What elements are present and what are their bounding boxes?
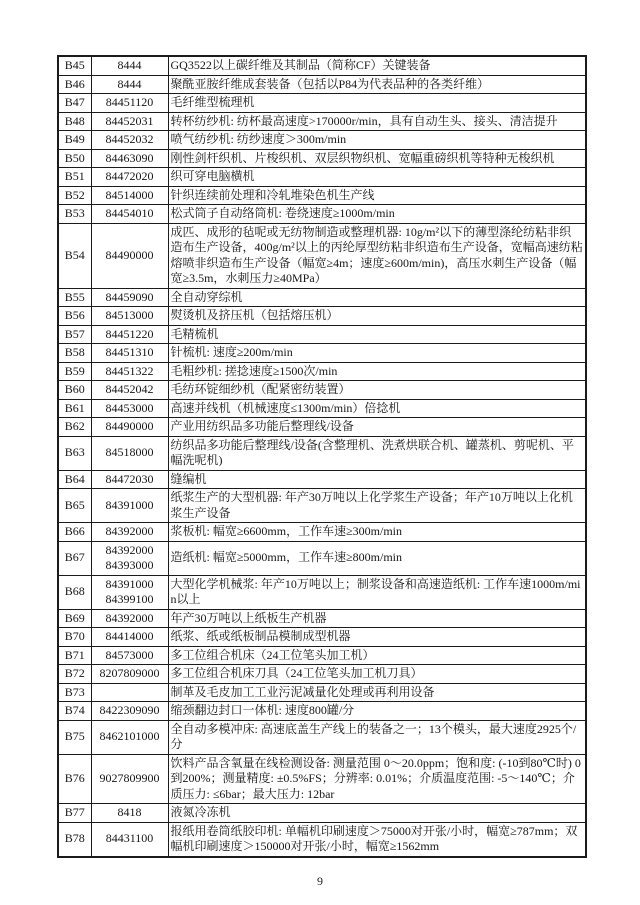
- hs-code-cell: [91, 702, 168, 721]
- hs-code-cell: [91, 628, 168, 647]
- hs-code: 84392000: [105, 524, 154, 538]
- hs-code-cell: [91, 168, 168, 187]
- hs-code-cell: [91, 307, 168, 326]
- description-cell: 松式筒子自动络筒机: 卷绕速度≥1000m/min: [168, 205, 586, 224]
- description-cell: 全自动穿综机: [168, 288, 586, 307]
- description-cell: 年产30万吨以上纸板生产机器: [168, 609, 586, 628]
- hs-code: 84399100: [105, 592, 154, 606]
- hs-code: 84514000: [105, 187, 154, 202]
- hs-code: 84452031: [105, 113, 154, 128]
- table-row: [58, 399, 586, 418]
- table-row: [58, 362, 586, 381]
- hs-code: 84451310: [105, 345, 154, 359]
- hs-code: 84513000: [105, 308, 154, 322]
- hs-code-cell: [91, 94, 168, 113]
- hs-code-cell: [91, 205, 168, 224]
- hs-code: 84518000: [105, 445, 154, 460]
- description-cell: 缩颈翻边封口一体机: 速度800罐/分: [168, 702, 586, 721]
- table-row: [58, 149, 586, 168]
- row-id-cell: B52: [58, 186, 91, 205]
- hs-code: 8418: [117, 805, 142, 819]
- row-id-cell: B57: [58, 325, 91, 344]
- hs-code-cell: [91, 56, 168, 75]
- description-cell: 毛纺环锭细纱机（配紧密纺装置）: [168, 381, 586, 400]
- row-id-cell: B68: [58, 575, 91, 609]
- hs-code: 8422309090: [99, 703, 160, 717]
- table-row: [58, 489, 586, 523]
- row-id-cell: B50: [58, 149, 91, 168]
- description-cell: 造纸机: 幅宽≥5000mm，工作车速≥800m/min: [168, 541, 586, 575]
- row-id-cell: B77: [58, 804, 91, 823]
- table-row: [58, 75, 586, 94]
- table-row: [58, 575, 586, 609]
- hs-code: 84472020: [105, 169, 154, 183]
- hs-code: 8462101000: [99, 729, 160, 744]
- description-cell: 纸浆、纸或纸板制品模制成型机器: [168, 628, 586, 647]
- hs-code-cell: [91, 399, 168, 418]
- row-id-cell: B47: [58, 94, 91, 113]
- hs-code-cell: [91, 112, 168, 131]
- hs-code-cell: [91, 822, 168, 857]
- hs-code-cell: [91, 186, 168, 205]
- row-id-cell: B67: [58, 541, 91, 575]
- description-cell: 报纸用卷筒纸胶印机: 单幅机印刷速度＞75000对开张/小时，幅宽≥787mm；双幅机印刷速度＞150000对开张/小时，幅宽≥1562mm: [168, 822, 586, 857]
- hs-code: 84414000: [105, 629, 154, 643]
- row-id-cell: B58: [58, 344, 91, 363]
- row-id-cell: B66: [58, 523, 91, 542]
- row-id-cell: B71: [58, 646, 91, 665]
- hs-code: 84451322: [105, 363, 154, 378]
- description-cell: 纺织品多功能后整理线/设备(含整理机、洗煮烘联合机、罐蒸机、剪呢机、平幅洗呢机): [168, 436, 586, 470]
- hs-code: 84451120: [105, 95, 154, 109]
- hs-code-cell: [91, 683, 168, 702]
- hs-code: 84573000: [105, 647, 154, 662]
- hs-code-cell: [91, 470, 168, 489]
- equipment-catalog-table: [57, 55, 587, 858]
- table-row: [58, 223, 586, 288]
- table-row: [58, 56, 586, 75]
- hs-code-cell: [91, 646, 168, 665]
- hs-code: 84391000: [105, 497, 154, 512]
- table-row: [58, 683, 586, 702]
- row-id-cell: B70: [58, 628, 91, 647]
- description-cell: 毛精梳机: [168, 325, 586, 344]
- row-id-cell: B64: [58, 470, 91, 489]
- table-row: [58, 288, 586, 307]
- row-id-cell: B51: [58, 168, 91, 187]
- hs-code-cell: [91, 223, 168, 288]
- table-row: [58, 131, 586, 150]
- table-row: [58, 609, 586, 628]
- table-row: [58, 720, 586, 754]
- description-cell: 熨烫机及挤压机（包括熔压机）: [168, 307, 586, 326]
- hs-code-cell: [91, 541, 168, 575]
- hs-code: 84472030: [105, 471, 154, 486]
- description-cell: 成匹、成形的毡呢或无纺物制造或整理机器: 10g/m²以下的薄型涤纶纺粘非织造布生产设备，400g/m²以上的丙纶厚型纺粘非织造布生产设备，宽幅高速纺粘熔喷非织造布生产设备（幅宽≥4m；速度≥600m/min)，高压水刺生产设备（幅宽≥3.5m，水刺压力≥40MPa）: [168, 223, 586, 288]
- description-cell: 液氮冷冻机: [168, 804, 586, 823]
- description-cell: 多工位组合机床（24工位笔头加工机）: [168, 646, 586, 665]
- description-cell: 大型化学机械浆: 年产10万吨以上；制浆设备和高速造纸机: 工作车速1000m/min以上: [168, 575, 586, 609]
- table-row: [58, 665, 586, 684]
- table-row: [58, 628, 586, 647]
- hs-code-cell: [91, 804, 168, 823]
- hs-code-cell: [91, 720, 168, 754]
- hs-code-cell: [91, 362, 168, 381]
- row-id-cell: B54: [58, 223, 91, 288]
- hs-code-cell: [91, 75, 168, 94]
- hs-code-cell: [91, 575, 168, 609]
- hs-code: 84452032: [105, 132, 154, 146]
- hs-code-cell: [91, 523, 168, 542]
- hs-code: 84393000: [105, 558, 154, 572]
- row-id-cell: B49: [58, 131, 91, 150]
- description-cell: 针织连续前处理和冷轧堆染色机生产线: [168, 186, 586, 205]
- hs-code-cell: [91, 418, 168, 437]
- hs-code-cell: [91, 665, 168, 684]
- hs-code-cell: [91, 131, 168, 150]
- hs-code: 8207809000: [99, 666, 160, 680]
- description-cell: 浆板机: 幅宽≥6600mm，工作车速≥300m/min: [168, 523, 586, 542]
- table-row: [58, 754, 586, 804]
- table-row: [58, 804, 586, 823]
- row-id-cell: B46: [58, 75, 91, 94]
- hs-code: 84431100: [105, 831, 154, 846]
- hs-code-cell: [91, 288, 168, 307]
- hs-code: 84459090: [105, 289, 154, 304]
- hs-code: 84451220: [105, 326, 154, 341]
- hs-code-cell: [91, 489, 168, 523]
- table-row: [58, 523, 586, 542]
- description-cell: GQ3522以上碳纤维及其制品（简称CF）关键装备: [168, 56, 586, 75]
- hs-code-cell: [91, 609, 168, 628]
- row-id-cell: B62: [58, 418, 91, 437]
- table-row: [58, 822, 586, 857]
- hs-code-cell: [91, 754, 168, 804]
- table-row: [58, 436, 586, 470]
- table-row: [58, 112, 586, 131]
- description-cell: 饮料产品含氧量在线检测设备: 测量范围 0～20.0ppm；饱和度: (-10到80℃时) 0到200%；测量精度: ±0.5%FS；分辨率: 0.01%；介质温度范围: -5～140℃；介质压力: ≤6bar；最大压力: 12bar: [168, 754, 586, 804]
- description-cell: 织可穿电脑横机: [168, 168, 586, 187]
- table-row: [58, 344, 586, 363]
- row-id-cell: B72: [58, 665, 91, 684]
- description-cell: 刚性剑杆织机、片梭织机、双层织物织机、宽幅重磅织机等特种无梭织机: [168, 149, 586, 168]
- row-id-cell: B74: [58, 702, 91, 721]
- row-id-cell: B56: [58, 307, 91, 326]
- description-cell: 高速并线机（机械速度≤1300m/min）倍捻机: [168, 399, 586, 418]
- hs-code-cell: [91, 149, 168, 168]
- hs-code: 84391000: [105, 576, 154, 591]
- hs-code: 8444: [117, 76, 142, 91]
- hs-code: 84452042: [105, 382, 154, 396]
- row-id-cell: B53: [58, 205, 91, 224]
- catalog-table-body: [58, 56, 586, 857]
- row-id-cell: B69: [58, 609, 91, 628]
- table-row: [58, 186, 586, 205]
- row-id-cell: B63: [58, 436, 91, 470]
- description-cell: 聚酰亚胺纤维成套装备（包括以P84为代表品种的各类纤维）: [168, 75, 586, 94]
- hs-code: 8444: [117, 58, 142, 72]
- description-cell: 产业用纺织品多功能后整理线/设备: [168, 418, 586, 437]
- hs-code-cell: [91, 436, 168, 470]
- description-cell: 制革及毛皮加工工业污泥减量化处理或再利用设备: [168, 683, 586, 702]
- hs-code: 84392000: [105, 542, 154, 557]
- table-row: [58, 381, 586, 400]
- description-cell: 喷气纺纱机: 纺纱速度＞300m/min: [168, 131, 586, 150]
- table-row: [58, 541, 586, 575]
- description-cell: 毛纤维型梳理机: [168, 94, 586, 113]
- page-number: 9: [317, 874, 323, 888]
- row-id-cell: B48: [58, 112, 91, 131]
- hs-code: 84463090: [105, 150, 154, 165]
- row-id-cell: B65: [58, 489, 91, 523]
- row-id-cell: B76: [58, 754, 91, 804]
- row-id-cell: B78: [58, 822, 91, 857]
- description-cell: 转杯纺纱机: 纺杯最高速度>170000r/min，具有自动生头、接头、清洁提升: [168, 112, 586, 131]
- row-id-cell: B75: [58, 720, 91, 754]
- table-row: [58, 646, 586, 665]
- hs-code: 9027809900: [99, 771, 160, 785]
- hs-code: 84490000: [105, 247, 154, 262]
- table-row: [58, 205, 586, 224]
- row-id-cell: B60: [58, 381, 91, 400]
- table-row: [58, 168, 586, 187]
- hs-code-cell: [91, 381, 168, 400]
- table-row: [58, 702, 586, 721]
- row-id-cell: B59: [58, 362, 91, 381]
- table-row: [58, 470, 586, 489]
- row-id-cell: B61: [58, 399, 91, 418]
- hs-code: 84392000: [105, 610, 154, 625]
- hs-code-cell: [91, 344, 168, 363]
- row-id-cell: B55: [58, 288, 91, 307]
- row-id-cell: B73: [58, 683, 91, 702]
- description-cell: 纸浆生产的大型机器: 年产30万吨以上化学浆生产设备；年产10万吨以上化机浆生产设备: [168, 489, 586, 523]
- hs-code: 84454010: [105, 206, 154, 220]
- hs-code: 84490000: [105, 419, 154, 433]
- description-cell: 毛粗纱机: 搓捻速度≥1500次/min: [168, 362, 586, 381]
- description-cell: 多工位组合机床刀具（24工位笔头加工机刀具）: [168, 665, 586, 684]
- description-cell: 针梳机: 速度≥200m/min: [168, 344, 586, 363]
- row-id-cell: B45: [58, 56, 91, 75]
- table-row: [58, 307, 586, 326]
- table-row: [58, 418, 586, 437]
- hs-code-cell: [91, 325, 168, 344]
- hs-code: 84453000: [105, 400, 154, 415]
- table-row: [58, 325, 586, 344]
- description-cell: 全自动多模冲床: 高速底盖生产线上的装备之一；13个模头，最大速度2925个/分: [168, 720, 586, 754]
- table-row: [58, 94, 586, 113]
- description-cell: 缝编机: [168, 470, 586, 489]
